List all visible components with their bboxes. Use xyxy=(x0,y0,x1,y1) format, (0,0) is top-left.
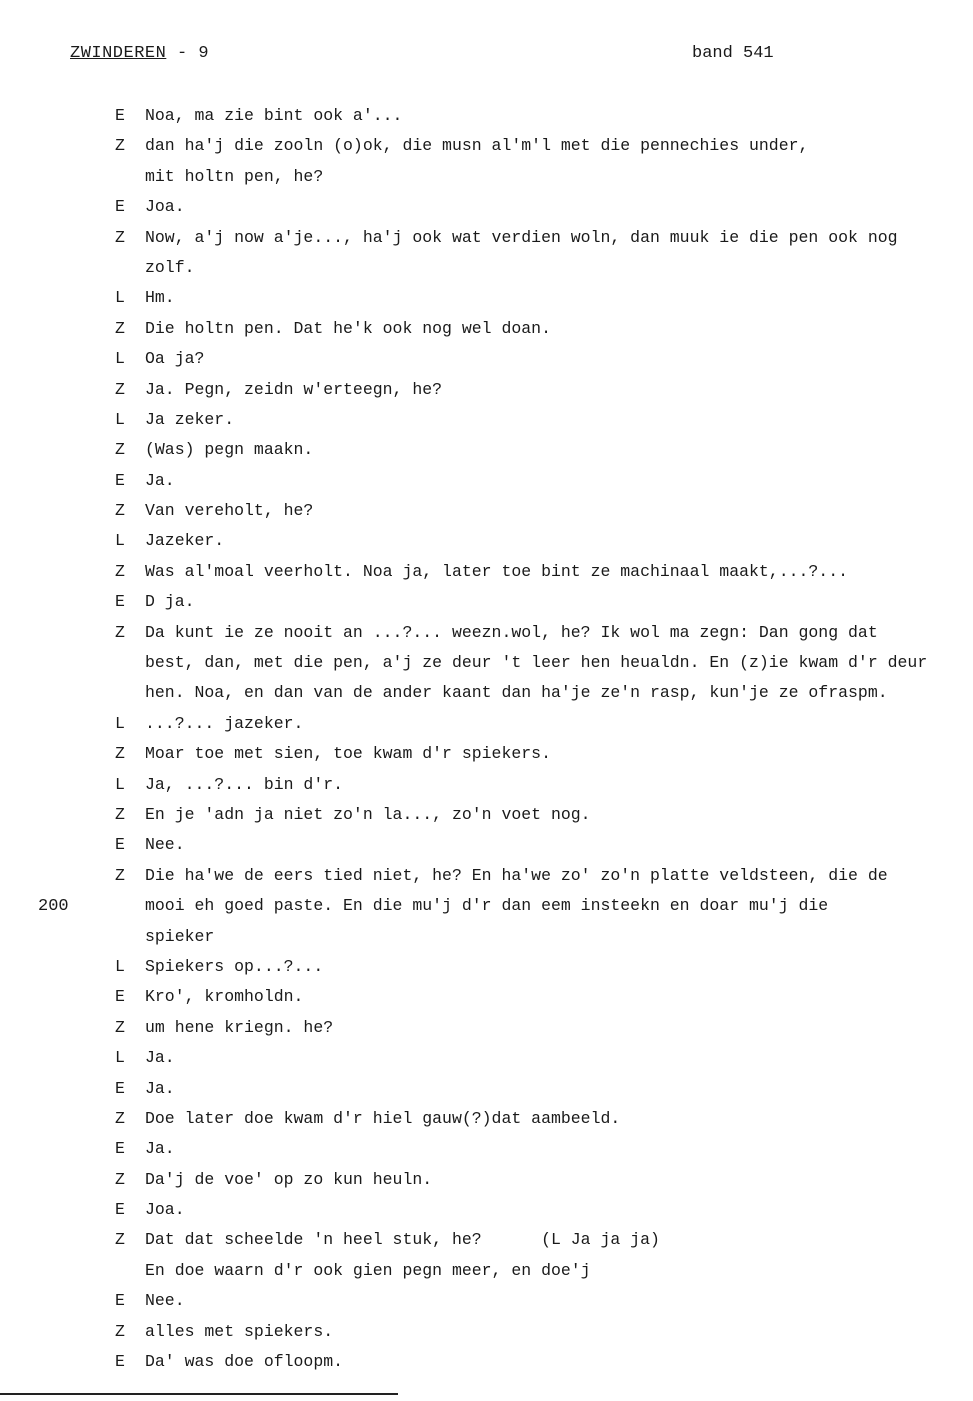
utterance-text: Ja. xyxy=(145,470,175,490)
transcript-line xyxy=(0,1347,973,1377)
utterance-text: D ja. xyxy=(145,592,195,612)
speaker-label: Z xyxy=(115,1230,125,1250)
page-number: - 9 xyxy=(166,44,210,63)
utterance-text: Die ha'we de eers tied niet, he? En ha'we zo' zo'n platte veldsteen, die de xyxy=(145,865,888,885)
speaker-label: Z xyxy=(115,804,125,824)
speaker-label: E xyxy=(115,1291,125,1311)
utterance-text: Nee. xyxy=(145,1291,185,1311)
bottom-divider xyxy=(0,1393,398,1395)
speaker-label: Z xyxy=(115,227,125,247)
utterance-text: um hene kriegn. he? xyxy=(145,1017,334,1037)
transcript-line xyxy=(0,1013,973,1043)
transcript-line xyxy=(0,162,973,192)
speaker-label: L xyxy=(115,288,125,308)
utterance-text: hen. Noa, en dan van de ander kaant dan ha'je ze'n rasp, kun'je ze ofraspm. xyxy=(145,683,888,703)
transcript-line xyxy=(0,770,973,800)
transcript-line xyxy=(0,587,973,617)
speaker-label: Z xyxy=(115,622,125,642)
transcript-line xyxy=(0,405,973,435)
speaker-label: E xyxy=(115,470,125,490)
speaker-label: L xyxy=(115,713,125,733)
utterance-text: dan ha'j die zooln (o)ok, die musn al'm'l met die pennechies under, xyxy=(145,136,809,156)
utterance-text: Noa, ma zie bint ook a'... xyxy=(145,106,403,125)
utterance-text: Da kunt ie ze nooit an ...?... weezn.wol, he? Ik wol ma zegn: Dan gong dat xyxy=(145,622,878,642)
utterance-text: Die holtn pen. Dat he'k ook nog wel doan. xyxy=(145,318,551,338)
utterance-text: spieker xyxy=(145,926,215,946)
transcript-line xyxy=(0,344,973,374)
utterance-text: Kro', kromholdn. xyxy=(145,987,304,1007)
utterance-text: Moar toe met sien, toe kwam d'r spiekers. xyxy=(145,744,551,764)
utterance-text: Doe later doe kwam d'r hiel gauw(?)dat aambeeld. xyxy=(145,1108,621,1128)
transcript-line xyxy=(0,1074,973,1104)
utterance-text: alles met spiekers. xyxy=(145,1321,334,1341)
speaker-label: L xyxy=(115,774,125,794)
transcript-line xyxy=(0,618,973,648)
speaker-label: E xyxy=(115,1078,125,1098)
utterance-text: best, dan, met die pen, a'j ze deur 't leer hen heualdn. En (z)ie kwam d'r deur xyxy=(145,653,928,673)
transcript-line xyxy=(0,314,973,344)
transcript-line xyxy=(0,800,973,830)
speaker-label: E xyxy=(115,1200,125,1220)
speaker-label: Z xyxy=(115,744,125,764)
speaker-label: E xyxy=(115,197,125,217)
transcript-line xyxy=(0,557,973,587)
transcript-line xyxy=(0,1104,973,1134)
transcript-line xyxy=(0,861,973,891)
transcript-line xyxy=(0,678,973,708)
band-label: band 541 xyxy=(692,44,774,63)
speaker-label: L xyxy=(115,409,125,429)
utterance-text: Spiekers op...?... xyxy=(145,956,324,976)
utterance-text: Ja. Pegn, zeidn w'erteegn, he? xyxy=(145,379,443,399)
speaker-label: E xyxy=(115,835,125,855)
utterance-text: Da'j de voe' op zo kun heuln. xyxy=(145,1169,433,1189)
utterance-text: zolf. xyxy=(145,257,195,277)
transcript-line xyxy=(0,1195,973,1225)
utterance-text: Joa. xyxy=(145,1200,185,1220)
transcript-line xyxy=(0,1134,973,1164)
utterance-text: Jazeker. xyxy=(145,531,225,551)
speaker-label: L xyxy=(115,956,125,976)
utterance-text: En je 'adn ja niet zo'n la..., zo'n voet nog. xyxy=(145,804,591,824)
speaker-label: Z xyxy=(115,440,125,460)
transcript-line xyxy=(0,891,973,921)
utterance-text: Hm. xyxy=(145,288,175,308)
speaker-label: Z xyxy=(115,1321,125,1341)
transcript-line xyxy=(0,1286,973,1316)
transcript-line xyxy=(0,982,973,1012)
speaker-label: Z xyxy=(115,318,125,338)
transcript-line xyxy=(0,283,973,313)
transcript-line xyxy=(0,1317,973,1347)
speaker-label: L xyxy=(115,349,125,369)
utterance-text: Ja. xyxy=(145,1048,175,1068)
utterance-text: Ja. xyxy=(145,1139,175,1159)
speaker-label: Z xyxy=(115,1169,125,1189)
transcript-line xyxy=(0,922,973,952)
transcript-line xyxy=(0,131,973,161)
utterance-text: Van vereholt, he? xyxy=(145,501,314,521)
transcript-line xyxy=(0,192,973,222)
utterance-text: Now, a'j now a'je..., ha'j ook wat verdien woln, dan muuk ie die pen ook nog xyxy=(145,227,898,247)
transcript-line xyxy=(0,1043,973,1073)
utterance-text: Joa. xyxy=(145,197,185,217)
utterance-text: Oa ja? xyxy=(145,349,205,369)
transcript-line xyxy=(0,739,973,769)
utterance-text: Ja, ...?... bin d'r. xyxy=(145,774,344,794)
speaker-label: E xyxy=(115,106,125,125)
transcript-line xyxy=(0,709,973,739)
transcript-line xyxy=(0,952,973,982)
utterance-text: Was al'moal veerholt. Noa ja, later toe bint ze machinaal maakt,...?... xyxy=(145,561,849,581)
transcript-body xyxy=(0,101,973,1377)
transcript-line xyxy=(0,526,973,556)
transcript-line xyxy=(0,1165,973,1195)
transcript-line xyxy=(0,1256,973,1286)
speaker-label: Z xyxy=(115,136,125,156)
utterance-text: Ja. xyxy=(145,1078,175,1098)
speaker-label: E xyxy=(115,592,125,612)
speaker-label: L xyxy=(115,531,125,551)
utterance-text: ...?... jazeker. xyxy=(145,713,304,733)
utterance-text: Nee. xyxy=(145,835,185,855)
transcript-line xyxy=(0,830,973,860)
utterance-text: Ja zeker. xyxy=(145,409,235,429)
utterance-text: mit holtn pen, he? xyxy=(145,166,324,186)
transcript-line xyxy=(0,223,973,253)
speaker-label: E xyxy=(115,1352,125,1372)
margin-line-number: 200 xyxy=(38,897,69,916)
transcript-line xyxy=(0,648,973,678)
speaker-label: E xyxy=(115,987,125,1007)
utterance-text: Da' was doe ofloopm. xyxy=(145,1352,344,1372)
speaker-label: Z xyxy=(115,561,125,581)
speaker-label: Z xyxy=(115,501,125,521)
utterance-text: En doe waarn d'r ook gien pegn meer, en doe'j xyxy=(145,1260,591,1280)
speaker-label: Z xyxy=(115,865,125,885)
place-name: ZWINDEREN xyxy=(70,44,167,63)
transcript-line xyxy=(0,435,973,465)
speaker-label: E xyxy=(115,1139,125,1159)
utterance-text: mooi eh goed paste. En die mu'j d'r dan eem insteekn en doar mu'j die xyxy=(145,896,829,916)
speaker-label: Z xyxy=(115,1108,125,1128)
page-header-left xyxy=(70,44,209,63)
transcript-line xyxy=(0,375,973,405)
speaker-label: Z xyxy=(115,379,125,399)
utterance-text: (Was) pegn maakn. xyxy=(145,440,314,460)
transcript-line xyxy=(0,1225,973,1255)
utterance-text: Dat dat scheelde 'n heel stuk, he? (L Ja ja ja) xyxy=(145,1230,660,1250)
speaker-label: Z xyxy=(115,1017,125,1037)
transcript-line xyxy=(0,253,973,283)
speaker-label: L xyxy=(115,1048,125,1068)
transcript-line xyxy=(0,101,973,131)
transcript-line xyxy=(0,466,973,496)
transcript-line xyxy=(0,496,973,526)
